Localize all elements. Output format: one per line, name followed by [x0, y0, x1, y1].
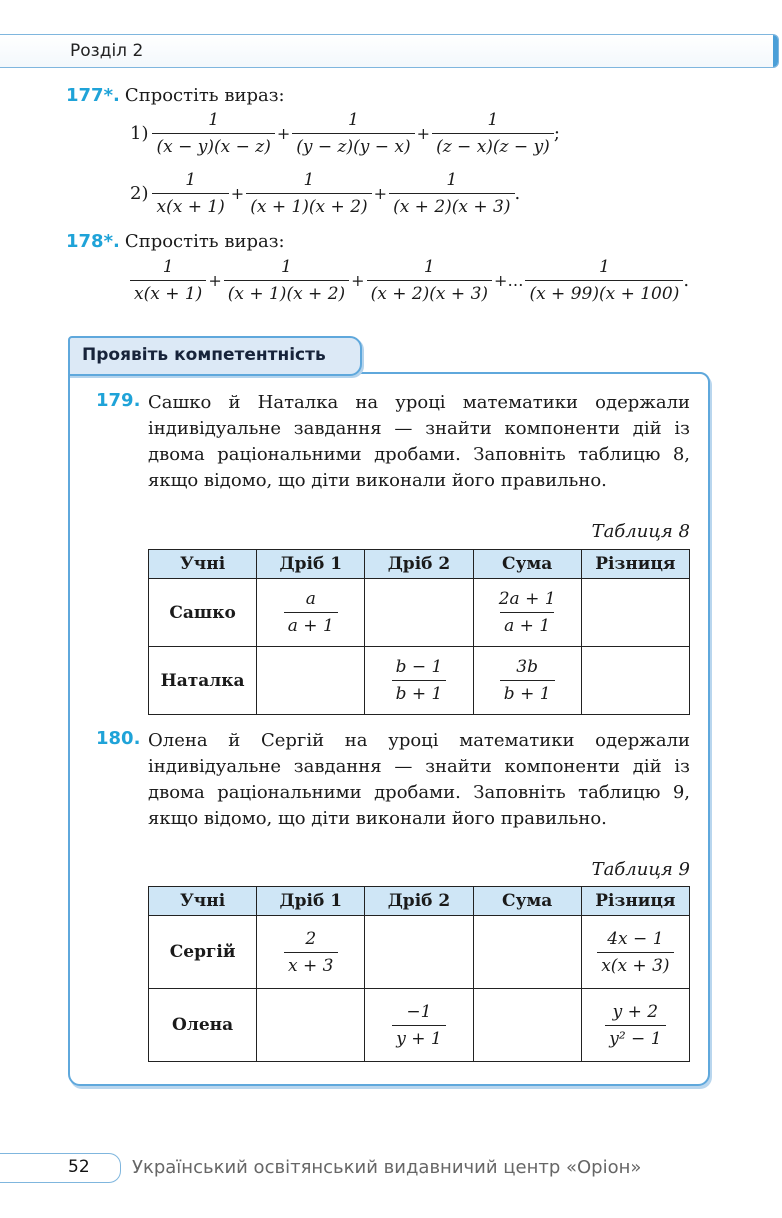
col-header: Дріб 1: [257, 550, 365, 579]
fraction: [152, 170, 228, 217]
fraction: [292, 110, 414, 157]
table-row: [149, 989, 690, 1062]
table-header-row: [149, 550, 690, 579]
student-name: Наталка: [149, 647, 257, 715]
numerator: 1: [185, 170, 197, 190]
fraction: [246, 170, 371, 217]
problem-177-line-2: [130, 170, 520, 217]
denominator: (x + 2)(x + 3): [367, 280, 492, 304]
cell-diff-empty: [581, 579, 689, 647]
denominator: (x + 2)(x + 3): [389, 193, 514, 217]
numerator: y + 2: [612, 1001, 659, 1022]
table-row: [149, 579, 690, 647]
numerator: 1: [423, 257, 435, 277]
item-label: 2): [130, 183, 149, 204]
punctuation: .: [514, 183, 521, 204]
plus-sign: +: [373, 184, 388, 203]
cell-frac2-empty: [365, 916, 473, 989]
fraction: [367, 257, 492, 304]
numerator: b − 1: [395, 657, 443, 677]
numerator: 1: [208, 110, 220, 130]
denominator: x + 3: [284, 952, 337, 976]
page-number: 52: [68, 1157, 90, 1177]
item-label: 1): [130, 123, 149, 144]
col-header: Дріб 1: [257, 887, 365, 916]
page-number-tab: [0, 1153, 121, 1183]
denominator: (y − z)(y − x): [292, 133, 414, 157]
problem-177-heading: [66, 85, 285, 106]
problem-number-179: 179.: [96, 390, 141, 411]
table-8-caption: Таблиця 8: [591, 521, 690, 542]
cell-frac1-empty: [257, 647, 365, 715]
col-header: Сума: [473, 550, 581, 579]
denominator: (z − x)(z − y): [432, 133, 554, 157]
denominator: y + 1: [392, 1025, 445, 1049]
numerator: 1: [446, 170, 458, 190]
publisher-name: Український освітянський видавничий центр «Оріон»: [132, 1157, 642, 1178]
problem-180-text: Олена й Сергій на уроці математики одержали індивідуальне завдання — знайти компоненти дій із двома раціональними дробами. Заповніть таблицю 9, якщо відомо, що діти виконали його правильно.: [148, 730, 690, 829]
denominator: x(x + 3): [597, 952, 673, 976]
numerator: 1: [487, 110, 499, 130]
plus-sign: +: [416, 124, 431, 143]
cell-frac2-empty: [365, 579, 473, 647]
fraction: [130, 257, 206, 304]
col-header: Різниця: [581, 887, 689, 916]
section-header: [0, 34, 779, 68]
problem-179-text: Сашко й Наталка на уроці математики одержали індивідуальне завдання — знайти компоненти дій із двома раціональними дробами. Заповніть таблицю 8, якщо відомо, що діти виконали його правильно.: [148, 392, 690, 491]
numerator: a: [305, 589, 316, 609]
cell-diff-empty: [581, 647, 689, 715]
cell-diff: [581, 989, 689, 1062]
cell-sum-empty: [473, 989, 581, 1062]
punctuation: .: [683, 270, 690, 291]
punctuation: ;: [553, 123, 560, 144]
numerator: 3b: [516, 657, 538, 677]
student-name: Олена: [149, 989, 257, 1062]
cell-diff: [581, 916, 689, 989]
denominator: x(x + 1): [152, 193, 228, 217]
plus-sign: +: [230, 184, 245, 203]
col-header: Учні: [149, 550, 257, 579]
denominator: a + 1: [500, 612, 554, 636]
plus-sign: +: [351, 271, 365, 290]
problem-178-heading: [66, 231, 285, 252]
col-header: Сума: [473, 887, 581, 916]
table-row: [149, 647, 690, 715]
problem-178-expression: [130, 257, 689, 304]
denominator: y² − 1: [605, 1025, 665, 1049]
section-tab: [68, 336, 362, 376]
section-title: Проявіть компетентність: [82, 345, 326, 365]
denominator: a + 1: [284, 612, 338, 636]
plus-sign: +: [208, 271, 222, 290]
cell-frac1: [257, 579, 365, 647]
problem-177-line-1: [130, 110, 560, 157]
numerator: 2a + 1: [498, 589, 556, 609]
numerator: 1: [303, 170, 315, 190]
cell-sum: [473, 647, 581, 715]
student-name: Сергій: [149, 916, 257, 989]
numerator: 1: [598, 257, 610, 277]
numerator: 1: [348, 110, 359, 130]
table-9-caption: Таблиця 9: [591, 859, 690, 880]
fraction: [224, 257, 349, 304]
plus-sign: +: [276, 124, 291, 143]
denominator: b + 1: [500, 680, 555, 704]
col-header: Різниця: [581, 550, 689, 579]
denominator: (x + 1)(x + 2): [224, 280, 349, 304]
numerator: 2: [305, 928, 317, 949]
col-header: Дріб 2: [365, 887, 473, 916]
problem-number: 178*.: [66, 231, 120, 252]
denominator: b + 1: [392, 680, 447, 704]
cell-frac1: [257, 916, 365, 989]
student-name: Сашко: [149, 579, 257, 647]
section-label: Розділ 2: [70, 41, 144, 61]
numerator: 1: [162, 257, 174, 277]
problem-number: 177*.: [66, 85, 120, 106]
header-rail: [773, 35, 778, 67]
col-header: Дріб 2: [365, 550, 473, 579]
fraction: [389, 170, 514, 217]
cell-sum-empty: [473, 916, 581, 989]
denominator: (x + 1)(x + 2): [246, 193, 371, 217]
numerator: −1: [406, 1001, 432, 1022]
cell-frac2: [365, 647, 473, 715]
table-row: [149, 916, 690, 989]
denominator: (x − y)(x − z): [152, 133, 274, 157]
table-8: [148, 549, 690, 715]
problem-text: Спростіть вираз:: [124, 85, 285, 106]
problem-number-180: 180.: [96, 728, 141, 749]
fraction: [152, 110, 274, 157]
col-header: Учні: [149, 887, 257, 916]
table-header-row: [149, 887, 690, 916]
numerator: 4x − 1: [607, 928, 664, 949]
problem-text: Спростіть вираз:: [124, 231, 285, 252]
denominator: x(x + 1): [130, 280, 206, 304]
cell-frac2: [365, 989, 473, 1062]
ellipsis: +…: [494, 271, 524, 290]
cell-frac1-empty: [257, 989, 365, 1062]
cell-sum: [473, 579, 581, 647]
fraction: [432, 110, 554, 157]
fraction: [525, 257, 683, 304]
numerator: 1: [281, 257, 292, 277]
denominator: (x + 99)(x + 100): [525, 280, 683, 304]
table-9: [148, 886, 690, 1062]
